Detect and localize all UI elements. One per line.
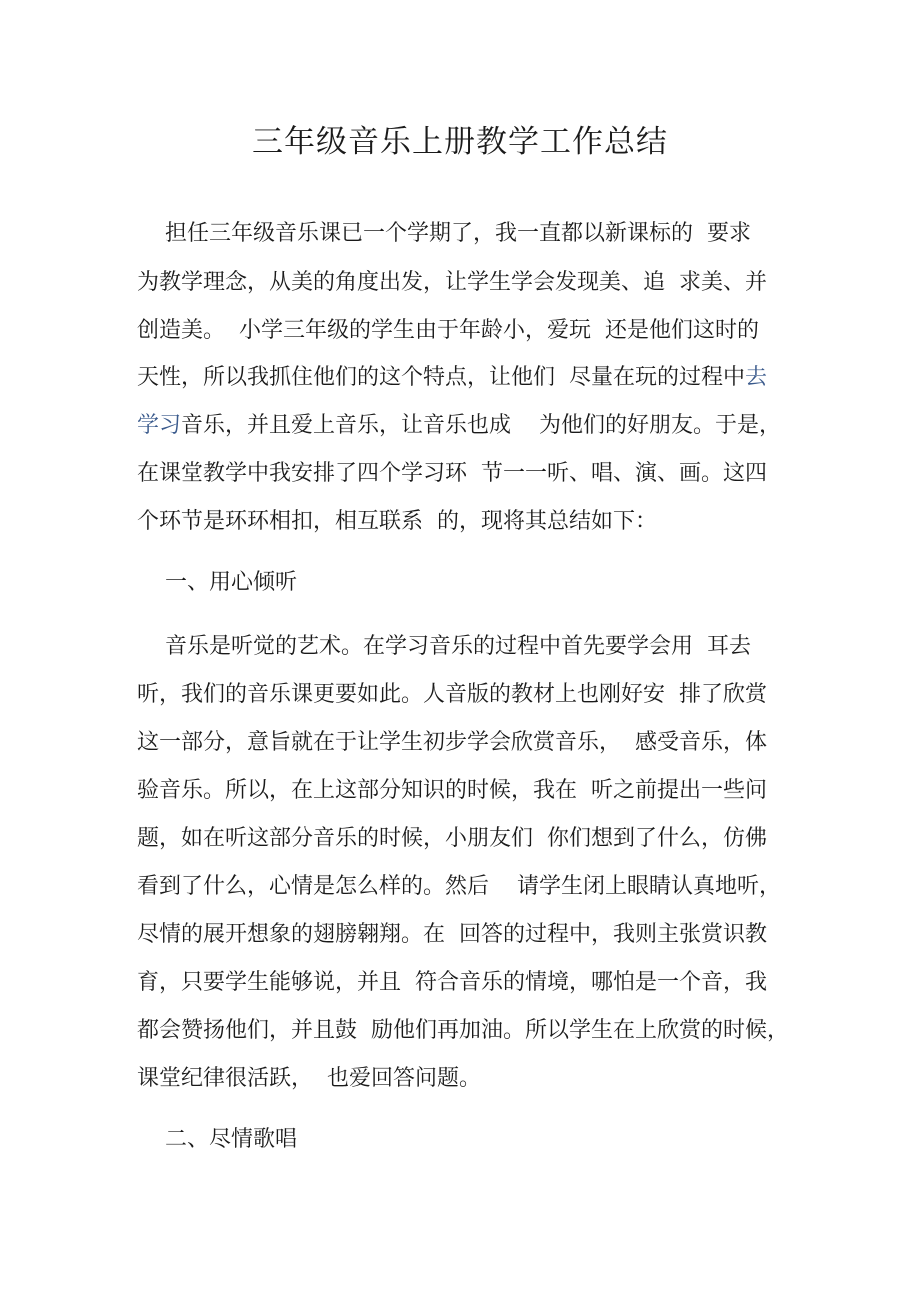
hyperlink-text[interactable]: 去	[745, 365, 768, 390]
section-heading-singing: 二、尽情歌唱	[137, 1127, 297, 1152]
paragraph-line: 看到了什么，心情是怎么样的。然后 请学生闭上眼睛认真地听，	[137, 874, 781, 899]
paragraph-line: 个环节是环环相扣，相互联系 的，现将其总结如下：	[137, 509, 657, 534]
paragraph-line: 育，只要学生能够说，并且 符合音乐的情境，哪怕是一个音，我	[137, 970, 767, 995]
paragraph-line	[137, 363, 767, 393]
paragraph-line: 这一部分，意旨就在于让学生初步学会欣赏音乐， 感受音乐，体	[137, 730, 767, 755]
paragraph-line: 音乐是听觉的艺术。在学习音乐的过程中首先要学会用 耳去	[137, 634, 751, 659]
hyperlink-text[interactable]: 学习	[137, 413, 182, 438]
paragraph-line	[137, 411, 781, 441]
line-text: 天性，所以我抓住他们的这个特点，让他们 尽量在玩的过程中	[137, 365, 745, 390]
paragraph-line: 课堂纪律很活跃， 也爱回答问题。	[137, 1066, 481, 1091]
line-text: 音乐，并且爱上音乐，让音乐也成 为他们的好朋友。于是，	[181, 413, 781, 438]
document-title: 三年级音乐上册教学工作总结	[252, 124, 668, 160]
paragraph-line: 题，如在听这部分音乐的时候，小朋友们 你们想到了什么，仿佛	[137, 826, 767, 851]
paragraph-line: 验音乐。所以，在上这部分知识的时候，我在 听之前提出一些问	[137, 778, 767, 803]
paragraph-line: 都会赞扬他们，并且鼓 励他们再加油。所以学生在上欣赏的时候，	[137, 1018, 789, 1043]
paragraph-line: 为教学理念，从美的角度出发，让学生学会发现美、追 求美、并	[137, 270, 767, 295]
paragraph-line: 担任三年级音乐课已一个学期了，我一直都以新课标的 要求	[137, 221, 751, 246]
paragraph-line: 尽情的展开想象的翅膀翱翔。在 回答的过程中，我则主张赏识教	[137, 922, 767, 947]
paragraph-line: 创造美。 小学三年级的学生由于年龄小，爱玩 还是他们这时的	[137, 318, 759, 343]
paragraph-line: 在课堂教学中我安排了四个学习环 节一一听、唱、演、画。这四	[137, 461, 767, 486]
section-heading-listening: 一、用心倾听	[137, 570, 297, 595]
paragraph-line: 听，我们的音乐课更要如此。人音版的教材上也刚好安 排了欣赏	[137, 682, 767, 707]
